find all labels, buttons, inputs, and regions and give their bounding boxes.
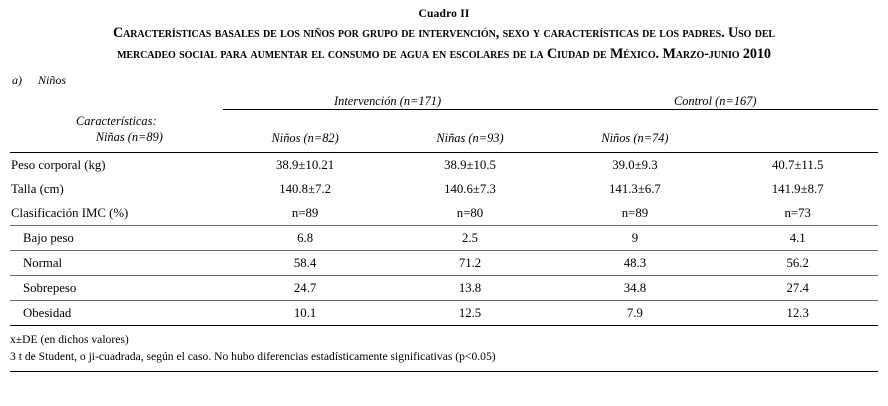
table-cell: 4.1 [717, 226, 878, 251]
table-cell: 40.7±11.5 [772, 157, 824, 172]
table-cell: 140.6±7.3 [444, 181, 496, 196]
section-index: a) [12, 73, 22, 88]
table-title [10, 23, 878, 64]
table-cell: n=80 [456, 205, 484, 220]
table-cell: 2.5 [388, 226, 553, 251]
table-cell: 6.8 [223, 226, 388, 251]
table-cell: 38.9±10.5 [444, 157, 496, 172]
table-cell: 58.4 [223, 251, 388, 276]
table-cell: 56.2 [717, 251, 878, 276]
row-label: Normal [10, 251, 223, 276]
column-header-0: Niños (n=82) [271, 131, 339, 146]
table-row [10, 177, 878, 201]
row-label: Clasificación IMC (%) [11, 205, 129, 220]
column-header-row [10, 110, 878, 153]
table-cell: 34.8 [552, 276, 717, 301]
stub-header-line-2: Niñas (n=89) [95, 130, 163, 145]
table-footnotes [10, 332, 878, 365]
column-header-1: Niñas (n=93) [436, 131, 504, 146]
table-cell: 140.8±7.2 [279, 181, 332, 196]
table-cell: n=89 [621, 205, 649, 220]
footnote-2: 3 t de Student, o ji-cuadrada, según el caso. No hubo diferencias estadísticamente significativas (p<0.05) [10, 349, 496, 363]
table-cell: 9 [552, 226, 717, 251]
table-cell: n=73 [784, 205, 811, 220]
row-label: Talla (cm) [11, 181, 64, 196]
column-header-3 [717, 110, 878, 153]
row-label: Bajo peso [10, 226, 223, 251]
table-cell: n=89 [291, 205, 319, 220]
row-label: Sobrepeso [10, 276, 223, 301]
baseline-characteristics-table [10, 90, 878, 326]
column-header-2: Niños (n=74) [601, 131, 669, 146]
table-cell: 71.2 [388, 251, 553, 276]
table-cell: 13.8 [388, 276, 553, 301]
group-header-intervencion: Intervención (n=171) [223, 90, 553, 110]
table-cell: 12.5 [388, 301, 553, 326]
table-cell: 7.9 [552, 301, 717, 326]
table-row [10, 153, 878, 177]
table-title-line-1: Características basales de los niños por grupo de intervención, sexo y características de los padres. Uso del [113, 25, 775, 41]
row-label: Obesidad [10, 301, 223, 326]
footer-rule-line [10, 325, 878, 326]
group-header-control: Control (n=167) [552, 90, 878, 110]
row-label: Peso corporal (kg) [11, 157, 106, 172]
stub-header [10, 110, 223, 153]
table-row [10, 276, 878, 301]
table-cell: 10.1 [223, 301, 388, 326]
stub-header-line-1: Características: [76, 113, 157, 128]
section-name: Niños [38, 73, 67, 88]
table-row [10, 201, 878, 226]
table-footer [10, 325, 878, 326]
table-cell: 24.7 [223, 276, 388, 301]
table-header [10, 90, 878, 153]
table-title-line-2: mercadeo social para aumentar el consumo de agua en escolares de la Ciudad de México. Marzo-junio 2010 [117, 45, 771, 62]
table-cell: 38.9±10.21 [276, 157, 335, 172]
group-header-row [10, 90, 878, 110]
table-cell: 12.3 [717, 301, 878, 326]
table-body [10, 153, 878, 325]
table-caption: Cuadro II [418, 8, 470, 20]
table-cell: 141.3±6.7 [609, 181, 661, 196]
group-header-spacer [10, 90, 223, 110]
table-cell: 39.0±9.3 [612, 157, 658, 172]
bottom-rule [10, 371, 878, 372]
table-cell: 48.3 [552, 251, 717, 276]
footnote-1: x±DE (en dichos valores) [10, 333, 129, 347]
table-row [10, 251, 878, 276]
table-row [10, 301, 878, 326]
table-cell: 141.9±8.7 [771, 181, 824, 196]
section-label [12, 73, 878, 88]
table-row [10, 226, 878, 251]
footer-rule [10, 325, 878, 326]
table-cell: 27.4 [717, 276, 878, 301]
